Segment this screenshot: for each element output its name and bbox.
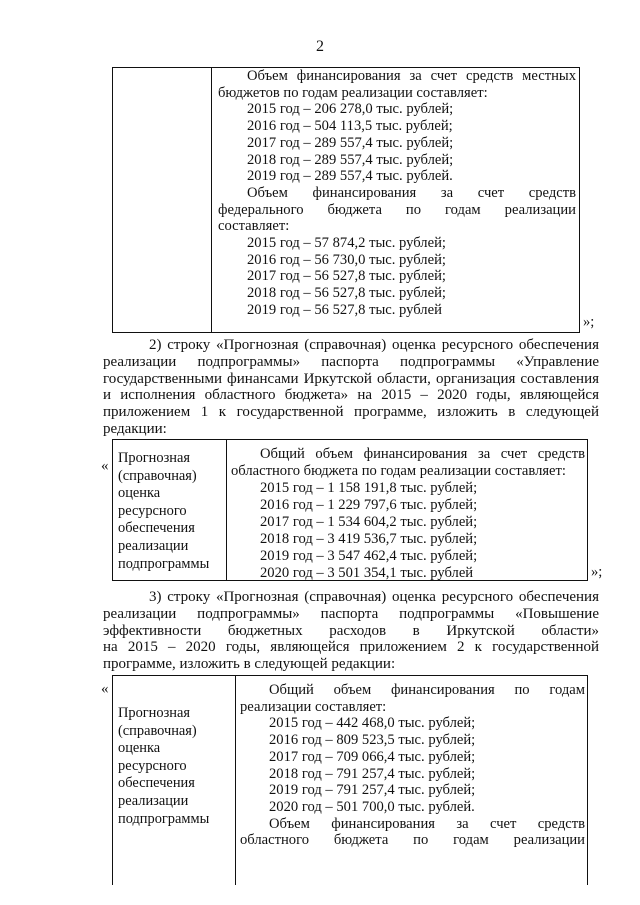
year-line: 2015 год – 442 468,0 тыс. рублей; <box>269 715 476 732</box>
paragraph-line: реализации подпрограммы» паспорта подпрограммы «Повышение <box>103 605 599 622</box>
paragraph-line: приложением 1 к государственной программе, изложить в следующей <box>103 404 599 421</box>
forecast-table-1-values <box>231 446 585 582</box>
paragraph-line: эффективности бюджетных расходов в Иркутской области» <box>103 622 599 639</box>
value-line: реализации составляет: <box>240 698 387 715</box>
opening-quote: « <box>101 681 109 697</box>
label-line: Прогнозная <box>118 450 190 466</box>
t1-line: Объем финансирования за счет средств местных <box>247 68 576 84</box>
label-line: ресурсного <box>118 757 187 774</box>
page-number: 2 <box>316 38 324 55</box>
year-line: 2018 год – 3 419 536,7 тыс. рублей; <box>260 531 478 547</box>
year-line: 2019 год – 3 547 462,4 тыс. рублей; <box>260 548 478 564</box>
t1-year-line: 2016 год – 56 730,0 тыс. рублей; <box>247 251 446 268</box>
t1-year-line: 2018 год – 289 557,4 тыс. рублей; <box>247 151 454 168</box>
year-line: 2016 год – 809 523,5 тыс. рублей; <box>269 732 476 749</box>
closing-quote: »; <box>583 314 595 330</box>
year-line: 2016 год – 1 229 797,6 тыс. рублей; <box>260 497 478 513</box>
paragraph-line: 2) строку «Прогнозная (справочная) оценка ресурсного обеспечения <box>149 337 599 353</box>
label-line: обеспечения <box>118 520 195 537</box>
t1-line: Объем финансирования за счет средств <box>247 184 576 201</box>
label-line: (справочная) <box>118 467 197 484</box>
t1-year-line: 2017 год – 289 557,4 тыс. рублей; <box>247 134 454 151</box>
t1-year-line: 2019 год – 289 557,4 тыс. рублей. <box>247 168 453 185</box>
year-line: 2018 год – 791 257,4 тыс. рублей; <box>269 765 476 782</box>
value-line: Общий объем финансирования по годам <box>269 682 585 698</box>
t1-year-line: 2016 год – 504 113,5 тыс. рублей; <box>247 118 453 135</box>
year-line: 2017 год – 1 534 604,2 тыс. рублей; <box>260 514 478 530</box>
paragraph-line: 3) строку «Прогнозная (справочная) оценка ресурсного обеспечения <box>149 589 599 605</box>
paragraph-3 <box>103 589 599 673</box>
t1-year-line: 2019 год – 56 527,8 тыс. рублей <box>247 301 442 318</box>
t1-year-line: 2017 год – 56 527,8 тыс. рублей; <box>247 268 446 285</box>
closing-quote: »; <box>591 564 603 580</box>
t1-line: федерального бюджета по годам реализации <box>218 201 576 218</box>
label-line: реализации <box>118 537 189 554</box>
year-line: 2015 год – 1 158 191,8 тыс. рублей; <box>260 480 478 496</box>
paragraph-line: и исполнения областного бюджета» на 2015 – 2020 годы, являющейся <box>103 387 599 404</box>
label-line: оценка <box>118 485 161 502</box>
label-line: реализации <box>118 792 189 809</box>
t1-line: бюджетов по годам реализации составляет: <box>218 84 488 101</box>
t1-year-line: 2015 год – 206 278,0 тыс. рублей; <box>247 101 454 118</box>
label-line: Прогнозная <box>118 705 190 721</box>
year-line: 2020 год – 3 501 354,1 тыс. рублей <box>260 565 474 581</box>
year-line: 2020 год – 501 700,0 тыс. рублей. <box>269 798 475 815</box>
forecast-table-1-label <box>118 450 226 573</box>
t1-line: составляет: <box>218 218 290 235</box>
label-line: оценка <box>118 740 161 757</box>
opening-quote: « <box>101 458 109 474</box>
value-line: областного бюджета по годам реализации <box>240 832 585 849</box>
paragraph-line: реализации подпрограммы» паспорта подпрограммы «Управление <box>103 353 599 370</box>
label-line: ресурсного <box>118 502 187 519</box>
table-divider <box>235 675 236 885</box>
funding-table-value-cell <box>218 68 576 319</box>
paragraph-2 <box>103 337 599 438</box>
label-line: обеспечения <box>118 775 195 792</box>
paragraph-line: на 2015 – 2020 годы, являющейся приложением 2 к государственной <box>103 639 599 656</box>
year-line: 2017 год – 709 066,4 тыс. рублей; <box>269 748 476 765</box>
value-line: Объем финансирования за счет средств <box>269 815 585 832</box>
paragraph-line: государственными финансами Иркутской области, организация составления <box>103 370 599 387</box>
funding-table-label-cell <box>112 67 212 333</box>
t1-year-line: 2015 год – 57 874,2 тыс. рублей; <box>247 235 446 252</box>
label-line: подпрограммы <box>118 555 210 572</box>
value-line: областного бюджета по годам реализации составляет: <box>231 463 566 479</box>
value-line: Общий объем финансирования за счет средств <box>260 446 585 462</box>
label-line: подпрограммы <box>118 810 210 827</box>
table-divider <box>226 439 227 581</box>
paragraph-line: программе, изложить в следующей редакции: <box>103 656 396 673</box>
t1-year-line: 2018 год – 56 527,8 тыс. рублей; <box>247 285 446 302</box>
year-line: 2019 год – 791 257,4 тыс. рублей; <box>269 782 476 799</box>
forecast-table-2-label <box>118 705 234 828</box>
forecast-table-2-values <box>240 682 585 849</box>
paragraph-line: редакции: <box>103 420 167 437</box>
label-line: (справочная) <box>118 722 197 739</box>
